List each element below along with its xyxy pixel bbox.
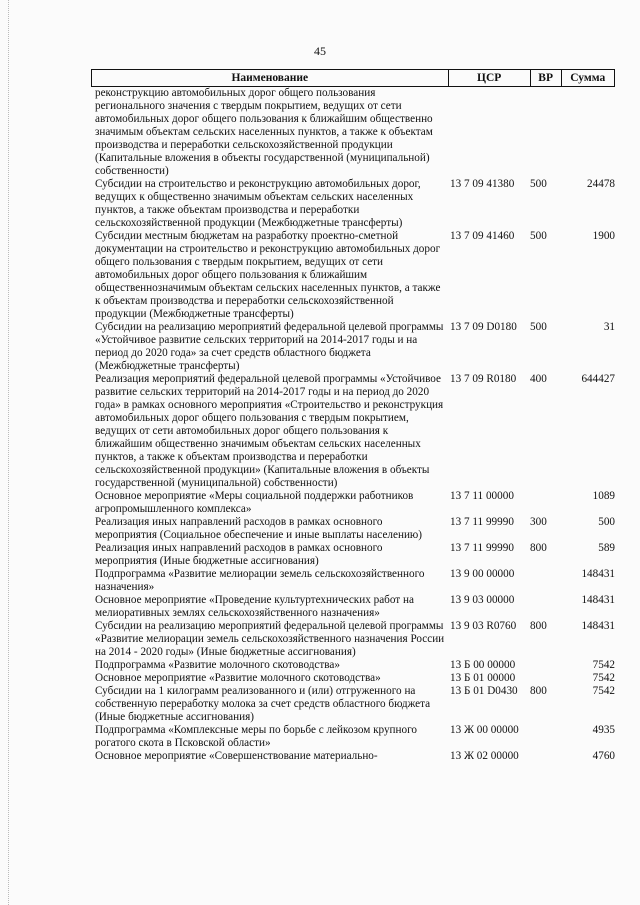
row-sum-cell: 500 [598,516,615,528]
row-name-cell: Реализация иных направлений расходов в рамках основного мероприятия (Социальное обеспечение и иные выплаты населению) [95,516,423,541]
row-csr-cell: 13 7 11 00000 [450,490,514,502]
row-vr-cell [528,87,562,178]
row-csr-cell: 13 9 03 R0760 [450,620,517,632]
row-sum-cell: 7542 [592,672,615,684]
table-row [91,373,615,490]
table-row [91,516,615,542]
row-csr-cell: 13 Ж 02 00000 [450,750,519,762]
row-sum-cell [562,87,615,178]
row-csr-cell: 13 7 09 41460 [450,230,515,242]
row-csr-cell: 13 Ж 00 00000 [450,724,519,736]
row-vr-cell [528,750,562,763]
row-sum-cell: 589 [598,542,615,554]
table-row [91,672,615,685]
row-name-cell: Реализация мероприятий федеральной целевой программы «Устойчивое развитие сельских территорий на 2014-2017 годы и на период до 2020 года» в рамках основного мероприятия «Строительство и реконструкция автомобильных дорог общего пользования с твердым покрытием, ведущих от сети автомобильных дорог общего пользования к ближайшим общественно значимым объектам сельских населенных пунктов, а также к объектам производства и переработки сельскохозяйственной продукции» (Капитальные вложения в объекты государственной (муниципальной) собственности) [95,373,444,489]
table-row [91,750,615,763]
table-body [91,87,615,763]
row-name-cell: Субсидии местным бюджетам на разработку проектно-сметной документации на строительство и реконструкцию автомобильных дорог общего пользования с твердым покрытием, ведущих от сети автомобильных дорог общего пользования к ближайшим общественнозначимым объектам сельских населенных пунктов, а также к объектам производства и переработки сельскохозяйственной продукции (Межбюджетные трансферты) [95,230,441,320]
row-csr-cell: 13 9 03 00000 [450,594,515,606]
row-name-cell: Субсидии на реализацию мероприятий федеральной целевой программы «Устойчивое развитие сельских территорий на 2014-2017 годы и на период до 2020 года» за счет средств областного бюджета (Межбюджетные трансферты) [95,321,444,372]
row-csr-cell: 13 9 00 00000 [450,568,515,580]
row-sum-cell: 148431 [581,620,615,632]
row-sum-cell: 644427 [581,373,615,385]
table-row [91,230,615,321]
row-csr-cell: 13 7 09 41380 [450,178,515,190]
row-sum-cell: 24478 [587,178,615,190]
row-name-cell: Основное мероприятие «Проведение культуртехнических работ на мелиоративных землях сельскохозяйственного назначения» [95,594,414,619]
row-sum-cell: 1900 [592,230,615,242]
table-row [91,542,615,568]
row-vr-cell [528,490,562,516]
row-name-cell: реконструкцию автомобильных дорог общего пользования регионального значения с твердым покрытием, ведущих от сети автомобильных дорог общего пользования к ближайшим общественно значимым объектам сельских населенных пунктов, а также к объектам производства и переработки сельскохозяйственной продукции (Капитальные вложения в объекты государственной (муниципальной) собственности) [95,87,433,177]
table-row [91,659,615,672]
row-name-cell: Основное мероприятие «Меры социальной поддержки работников агропромышленного комплекса» [95,490,414,515]
row-name-cell: Подпрограмма «Развитие мелиорации земель сельскохозяйственного назначения» [95,568,425,593]
row-name-cell: Подпрограмма «Комплексные меры по борьбе с лейкозом крупного рогатого скота в Псковской области» [95,724,418,749]
row-name-cell: Субсидии на реализацию мероприятий федеральной целевой программы «Развитие мелиорации земель сельскохозяйственного назначения России на 2014 - 2020 годы» (Иные бюджетные ассигнования) [95,620,445,658]
row-csr-cell: 13 7 09 D0180 [450,321,517,333]
row-name-cell: Основное мероприятие «Развитие молочного скотоводства» [95,672,381,684]
table-row [91,620,615,659]
table-row [91,568,615,594]
page-number: 45 [314,44,326,58]
row-sum-cell: 31 [603,321,615,333]
row-csr-cell: 13 Б 01 00000 [450,672,516,684]
row-vr-cell: 400 [530,373,547,385]
table-row [91,321,615,373]
column-header-csr: ЦСР [449,70,531,86]
row-vr-cell: 800 [530,620,547,632]
row-name-cell: Реализация иных направлений расходов в рамках основного мероприятия (Иные бюджетные ассигнования) [95,542,383,567]
row-sum-cell: 4760 [592,750,615,762]
row-sum-cell: 148431 [581,568,615,580]
row-vr-cell [528,568,562,594]
table-row [91,490,615,516]
row-vr-cell: 500 [530,178,547,190]
table-row [91,594,615,620]
row-csr-cell: 13 7 11 99990 [450,516,514,528]
column-header-vr: ВР [531,70,562,86]
table-row [91,724,615,750]
row-vr-cell [528,724,562,750]
row-name-cell: Основное мероприятие «Совершенствование материально- [95,750,378,762]
row-name-cell: Субсидии на 1 килограмм реализованного и (или) отгруженного на собственную переработку молока за счет средств областного бюджета (Иные бюджетные ассигнования) [95,685,431,723]
column-header-name: Наименование [92,70,449,86]
row-vr-cell: 800 [530,542,547,554]
row-csr-cell: 13 7 09 R0180 [450,373,517,385]
row-vr-cell [528,672,562,685]
row-csr-cell: 13 7 11 99990 [450,542,514,554]
row-vr-cell: 500 [530,230,547,242]
row-name-cell: Субсидии на строительство и реконструкцию автомобильных дорог, ведущих к общественно значимым объектам сельских населенных пунктов, а также объектам производства и переработки сельскохозяйственной продукции (Межбюджетные трансферты) [95,178,421,229]
row-vr-cell [528,594,562,620]
table-row [91,685,615,724]
row-sum-cell: 7542 [592,659,615,671]
budget-table [91,69,615,763]
row-csr-cell [446,87,528,178]
column-header-sum: Сумма [570,72,606,84]
row-vr-cell: 800 [530,685,547,697]
row-csr-cell: 13 Б 00 00000 [450,659,516,671]
page-edge [8,0,9,905]
row-vr-cell [528,659,562,672]
row-sum-cell: 1089 [592,490,615,502]
table-row [91,87,615,178]
row-vr-cell: 300 [530,516,547,528]
row-sum-cell: 7542 [592,685,615,697]
table-header [91,69,615,87]
row-sum-cell: 4935 [592,724,615,736]
row-csr-cell: 13 Б 01 D0430 [450,685,518,697]
row-name-cell: Подпрограмма «Развитие молочного скотоводства» [95,659,340,671]
row-sum-cell: 148431 [581,594,615,606]
table-row [91,178,615,230]
row-vr-cell: 500 [530,321,547,333]
